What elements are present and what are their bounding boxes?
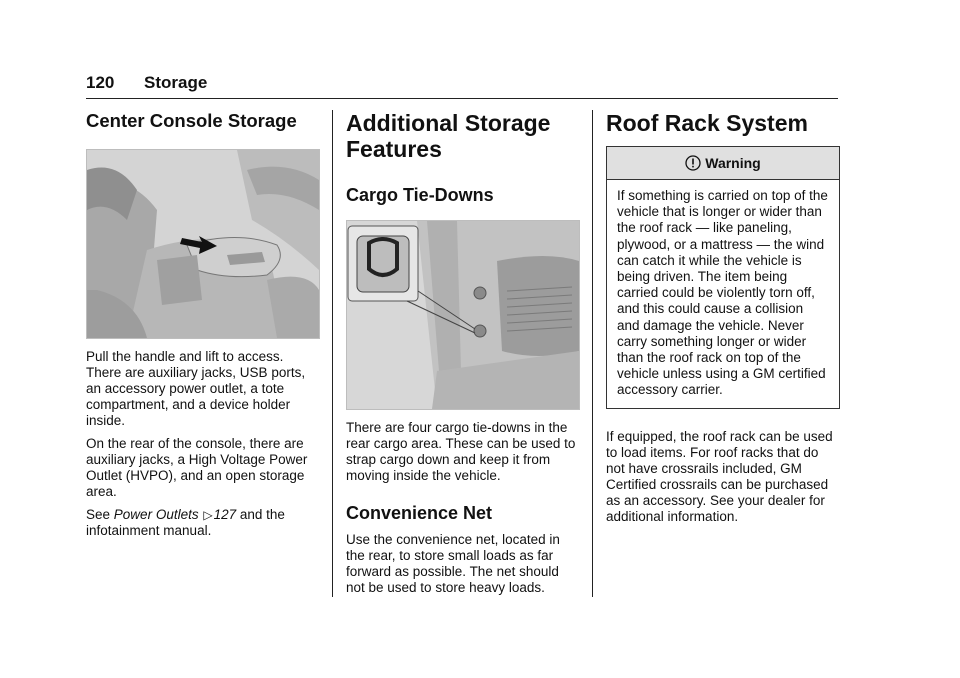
center-console-rear-paragraph: On the rear of the console, there are auxiliary jacks, a High Voltage Power Outlet (HVPO), and an open storage area. — [86, 436, 308, 499]
roof-rack-title: Roof Rack System — [606, 110, 808, 136]
convenience-net-paragraph: Use the convenience net, located in the rear, to store small loads as far forward as possible. The net should not be used to store heavy loads. — [346, 532, 560, 595]
warning-box — [606, 146, 840, 409]
center-console-title: Center Console Storage — [86, 110, 297, 131]
page-reference-number[interactable]: 127 — [213, 507, 237, 522]
center-console-column — [86, 110, 320, 539]
cargo-tie-down-illustration — [346, 220, 580, 410]
page-header — [86, 72, 838, 99]
warning-text: If something is carried on top of the vehicle that is longer or wider than the roof rack — like paneling, plywood, or a mattress — the wind can catch it while the vehicle is being driven. The item being carried could be violently torn off, and this could cause a collision and damage the vehicle. Never carry something longer or wider than the roof rack on top of the vehicle unless using a GM certified accessory carrier. — [617, 188, 828, 398]
additional-storage-title: Additional Storage Features — [346, 110, 551, 162]
cargo-tie-downs-paragraph: There are four cargo tie-downs in the rear cargo area. These can be used to strap cargo down and keep it from moving inside the vehicle. — [346, 420, 576, 483]
roof-rack-paragraph: If equipped, the roof rack can be used to load items. For roof racks that do not have crossrails included, GM Certified crossrails can be purchased as an accessory. See your dealer for additional information. — [606, 428, 833, 524]
page-number: 120 — [86, 73, 115, 92]
center-console-see-paragraph — [86, 507, 320, 539]
center-console-illustration — [86, 149, 320, 339]
page-reference-icon: ▷ — [203, 508, 213, 522]
see-suffix: and the infotainment manual. — [86, 507, 285, 538]
see-prefix: See — [86, 507, 111, 522]
additional-storage-column — [346, 110, 580, 596]
power-outlets-link[interactable]: Power Outlets — [113, 507, 199, 522]
warning-icon — [685, 155, 701, 171]
convenience-net-title: Convenience Net — [346, 503, 493, 523]
column-divider — [332, 110, 333, 597]
center-console-paragraph: Pull the handle and lift to access. There are auxiliary jacks, USB ports, an accessory power outlet, a tote compartment, and a device holder inside. — [86, 349, 306, 428]
warning-header — [607, 147, 839, 180]
warning-label: Warning — [705, 155, 761, 171]
warning-body — [607, 180, 839, 408]
roof-rack-column — [606, 110, 840, 525]
cargo-tie-downs-title: Cargo Tie-Downs — [346, 185, 494, 205]
section-name: Storage — [144, 73, 208, 92]
column-divider — [592, 110, 593, 597]
